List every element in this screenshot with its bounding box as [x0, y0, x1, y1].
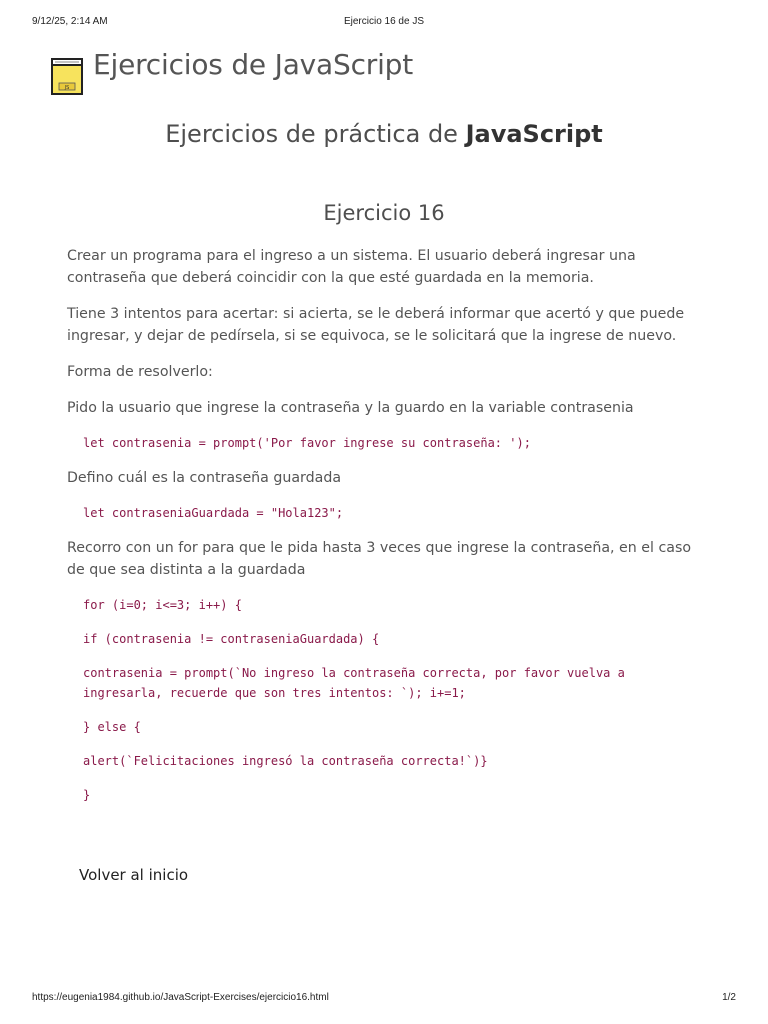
site-title: Ejercicios de JavaScript [93, 47, 414, 81]
paragraph-description: Crear un programa para el ingreso a un sistema. El usuario deberá ingresar una contraseña que deberá coincidir con la que esté guardada en la memoria. [67, 248, 636, 286]
js-file-icon[interactable] [50, 56, 84, 96]
print-footer [32, 992, 736, 1006]
code-line: } else { [83, 720, 141, 734]
code-line: for (i=0; i<=3; i++) { [83, 598, 242, 612]
site-header [50, 47, 414, 98]
code-prompt-password: let contrasenia = prompt('Por favor ingrese su contraseña: '); [83, 436, 531, 450]
paragraph-step-1: Pido la usuario que ingrese la contraseña y la guardo en la variable contrasenia [67, 400, 634, 416]
logo-text: JS [64, 85, 70, 91]
print-header [32, 16, 736, 30]
back-to-home-link[interactable]: Volver al inicio [79, 866, 189, 884]
paragraph-attempts: Tiene 3 intentos para acertar: si acierta, se le deberá informar que acertó y que puede ingresar, y dejar de pedírsela, si se equivoca, se le solicitará que la ingrese de nuevo. [67, 306, 685, 344]
code-line: contrasenia = prompt(`No ingreso la contraseña correcta, por favor vuelva a ingresarla, recuerde que son tres intentos: `); i+=1; [83, 666, 633, 700]
paragraph-step-2: Defino cuál es la contraseña guardada [67, 470, 342, 486]
page-title [0, 120, 768, 148]
code-line: if (contrasenia != contraseniaGuardada) { [83, 632, 380, 646]
exercise-content [67, 245, 707, 819]
paragraph-step-3: Recorro con un for para que le pida hasta 3 veces que ingrese la contraseña, en el caso de que sea distinta a la guardada [67, 540, 692, 578]
page-title-prefix: Ejercicios de práctica de [165, 120, 466, 148]
page-title-bold: JavaScript [465, 120, 603, 148]
code-saved-password: let contraseniaGuardada = "Hola123"; [83, 506, 344, 520]
code-loop-block [83, 595, 707, 805]
code-line: } [83, 788, 91, 802]
paragraph-solution-intro: Forma de resolverlo: [67, 364, 213, 380]
page-number: 1/2 [722, 992, 736, 1003]
code-line: alert(`Felicitaciones ingresó la contraseña correcta!`)} [83, 754, 488, 768]
exercise-title: Ejercicio 16 [323, 201, 445, 225]
print-date: 9/12/25, 2:14 AM [32, 16, 108, 27]
print-title: Ejercicio 16 de JS [343, 16, 425, 27]
print-url: https://eugenia1984.github.io/JavaScript-Exercises/ejercicio16.html [32, 992, 329, 1003]
